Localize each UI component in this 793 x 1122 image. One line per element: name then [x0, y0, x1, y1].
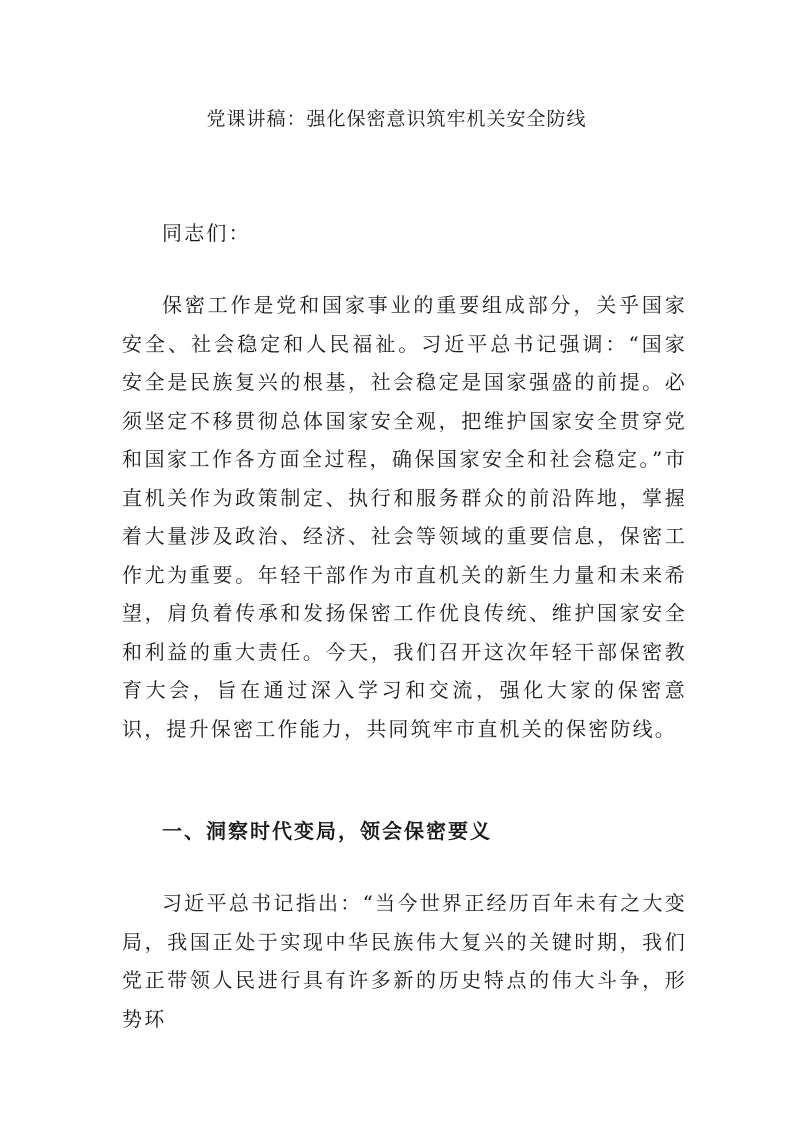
- paragraph-section-1: 习近平总书记指出：“当今世界正经历百年未有之大变局，我国正处于实现中华民族伟大复兴的关键时期，我们党正带领人民进行具有许多新的历史特点的伟大斗争，形势环: [122, 891, 687, 1031]
- salutation: 同志们：: [162, 221, 251, 245]
- paragraph-intro: 保密工作是党和国家事业的重要组成部分，关乎国家安全、社会稳定和人民福祉。习近平总书记强调：“国家安全是民族复兴的根基，社会稳定是国家强盛的前提。必须坚定不移贯彻总体国家安全观，把维护国家安全贯穿党和国家工作各方面全过程，确保国家安全和社会稳定。”市直机关作为政策制定、执行和服务群众的前沿阵地，掌握着大量涉及政治、经济、社会等领域的重要信息，保密工作尤为重要。年轻干部作为市直机关的新生力量和未来希望，肩负着传承和发扬保密工作优良传统、维护国家安全和利益的重大责任。今天，我们召开这次年轻干部保密教育大会，旨在通过深入学习和交流，强化大家的保密意识，提升保密工作能力，共同筑牢市直机关的保密防线。: [122, 293, 687, 741]
- section-heading-1: 一、洞察时代变局，领会保密要义: [162, 819, 492, 843]
- document-title: 党课讲稿：强化保密意识筑牢机关安全防线: [206, 108, 587, 130]
